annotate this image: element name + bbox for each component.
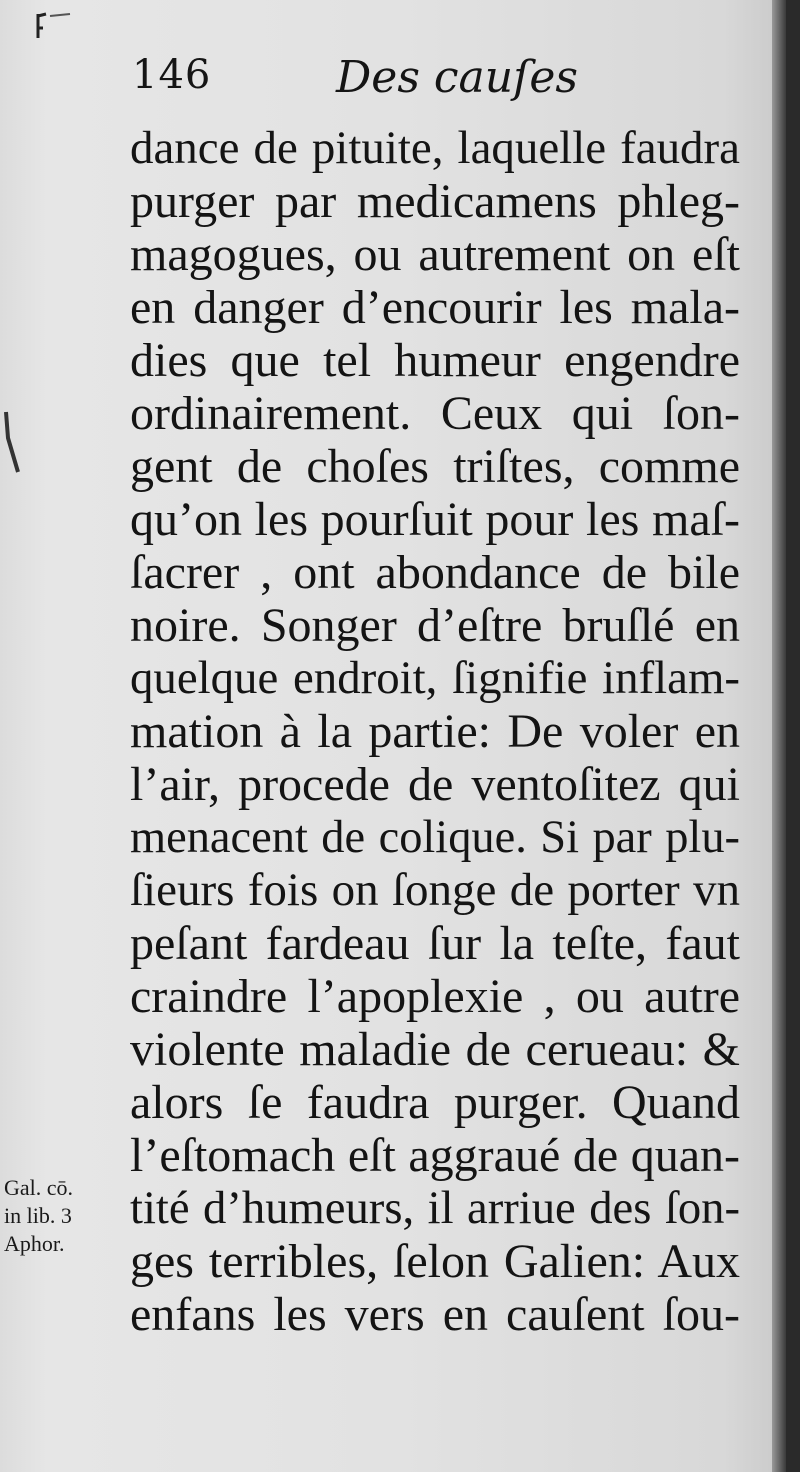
text-line: dance de pituite, laquelle faudra [130,122,740,174]
text-line: noire. Songer d’eſtre bruſlé en [130,599,740,652]
text-line: magogues, ou autrement on eſt [130,228,740,281]
page-header [132,52,752,108]
text-line: l’eſtomach eſt aggraué de quan- [130,1129,740,1182]
text-line: ges terribles, ſelon Galien: Aux [130,1235,740,1288]
text-line: quelque endroit, ſignifie inflam- [130,652,740,704]
text-line: gent de choſes triſtes, comme [130,440,740,493]
text-line: tité d’humeurs, il arriue des ſon- [130,1182,740,1234]
text-line: ſieurs fois on ſonge de porter vn [130,864,740,916]
text-line: ordinairement. Ceux qui ſon- [130,387,740,440]
text-line: craindre l’apoplexie , ou autre [130,970,740,1023]
page-spine-shadow [772,0,786,1472]
text-line: en danger d’encourir les mala- [130,281,740,334]
margin-note-line: in lib. 3 [4,1203,72,1228]
text-line: dies que tel humeur engendre [130,334,740,387]
running-head: Des cauſes [336,52,578,103]
margin-note-line: Aphor. [4,1231,65,1256]
text-line: menacent de colique. Si par plu- [130,812,740,863]
text-line: violente maladie de cerueau: & [130,1023,740,1076]
text-line: ſacrer , ont abondance de bile [130,546,740,599]
marginal-note [4,1174,124,1258]
text-line: l’air, procede de ventoſitez qui [130,758,740,811]
text-line: mation à la partie: De voler en [130,705,740,758]
text-line: qu’on les pourſuit pour les maſ- [130,493,740,546]
text-line: enfans les vers en cauſent ſou- [130,1288,740,1341]
body-text [130,122,740,1341]
ink-corner-mark [34,8,74,48]
text-line: peſant fardeau ſur la teſte, faut [130,917,740,970]
page-number: 146 [132,52,212,98]
text-line: purger par medicamens phleg- [130,175,740,228]
margin-ink-stroke [2,408,22,478]
text-line: alors ſe faudra purger. Quand [130,1076,740,1129]
margin-note-line: Gal. cō. [4,1175,74,1200]
